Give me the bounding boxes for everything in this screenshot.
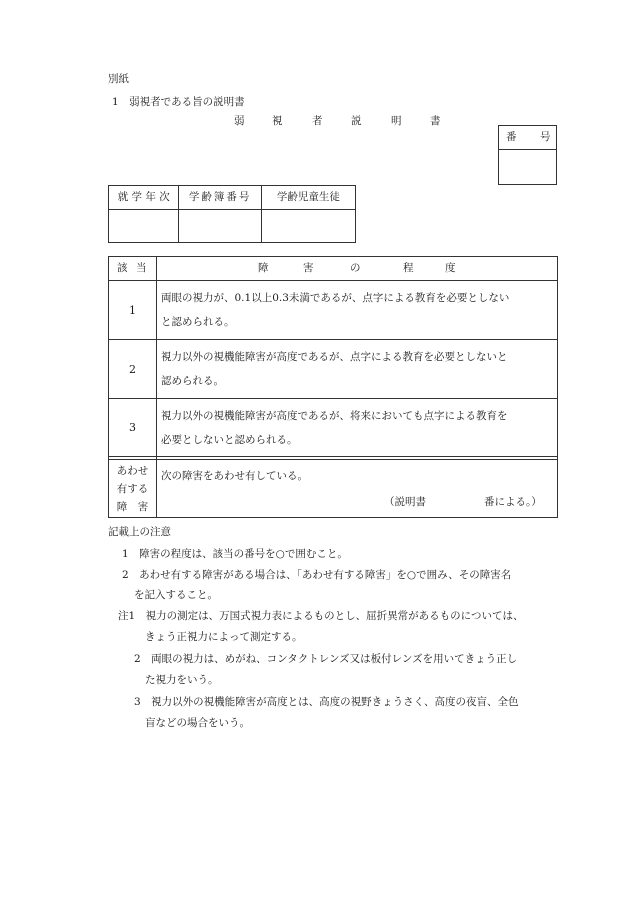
header-register-number: 学齢簿番号 [179,186,261,210]
enrollment-year-value[interactable] [109,210,179,243]
student-table [108,185,356,243]
title-char: 説 [351,115,362,127]
section-heading: 1 弱視者である旨の説明書 [112,96,245,108]
notes-heading: 記載上の注意 [108,526,171,538]
row-number[interactable]: 2 [109,340,157,399]
comorbid-row[interactable] [109,460,558,518]
comorbid-ref-suffix: 番による。） [484,496,542,508]
note-item: を記入すること。 [134,589,218,601]
annex-label: 別紙 [108,73,129,85]
number-box-value[interactable] [499,150,557,185]
title-char: 明 [391,115,402,127]
note-item: 1 障害の程度は、該当の番号を○で囲むこと。 [122,548,348,560]
register-number-value[interactable] [179,210,261,243]
row-description: 視力以外の視機能障害が高度であるが、将来においても点字による教育を 必要としないと認められる。 [157,399,558,457]
title-char: 視 [272,115,283,127]
school-age-student-value[interactable] [261,210,355,243]
note-item: 注1 視力の測定は、万国式視力表によるものとし、屈折異常があるものについては、 [118,610,524,622]
note-item: 盲などの場合をいう。 [145,717,250,729]
comorbid-label[interactable]: あわせ 有する 障 害 [109,460,157,518]
title-char: 者 [312,115,323,127]
header-degree-of-disability: 障 害 の 程 度 [157,257,558,281]
note-item: 2 あわせ有する障害がある場合は、「あわせ有する障害」を○で囲み、その障害名 [122,569,512,581]
number-box-label: 番 号 [499,126,557,150]
degree-table [108,256,558,518]
note-item: た視力をいう。 [145,674,219,686]
row-description: 両眼の視力が、0.1以上0.3未満であるが、点字による教育を必要としない と認められる。 [157,281,558,340]
row-number[interactable]: 3 [109,399,157,457]
header-enrollment-year: 就 学 年 次 [109,186,179,210]
header-applicable: 該 当 [109,257,157,281]
number-box [498,125,557,185]
title-char: 書 [430,115,441,127]
degree-row[interactable] [109,281,558,340]
title-char: 弱 [234,115,245,127]
note-item: きょう正視力によって測定する。 [145,631,303,643]
row-description: 視力以外の視機能障害が高度であるが、点字による教育を必要としないと 認められる。 [157,340,558,399]
comorbid-text: 次の障害をあわせ有している。 [161,470,308,482]
comorbid-content[interactable] [157,460,558,518]
degree-row[interactable] [109,340,558,399]
note-item: 3 視力以外の視機能障害が高度とは、高度の視野きょうさく、高度の夜盲、全色 [134,696,519,708]
comorbid-ref-prefix: （説明書 [384,496,426,508]
note-item: 2 両眼の視力は、めがね、コンタクトレンズ又は板付レンズを用いてきょう正し [134,653,518,665]
degree-row[interactable] [109,399,558,457]
header-school-age-student: 学齢児童生徒 [261,186,355,210]
row-number[interactable]: 1 [109,281,157,340]
